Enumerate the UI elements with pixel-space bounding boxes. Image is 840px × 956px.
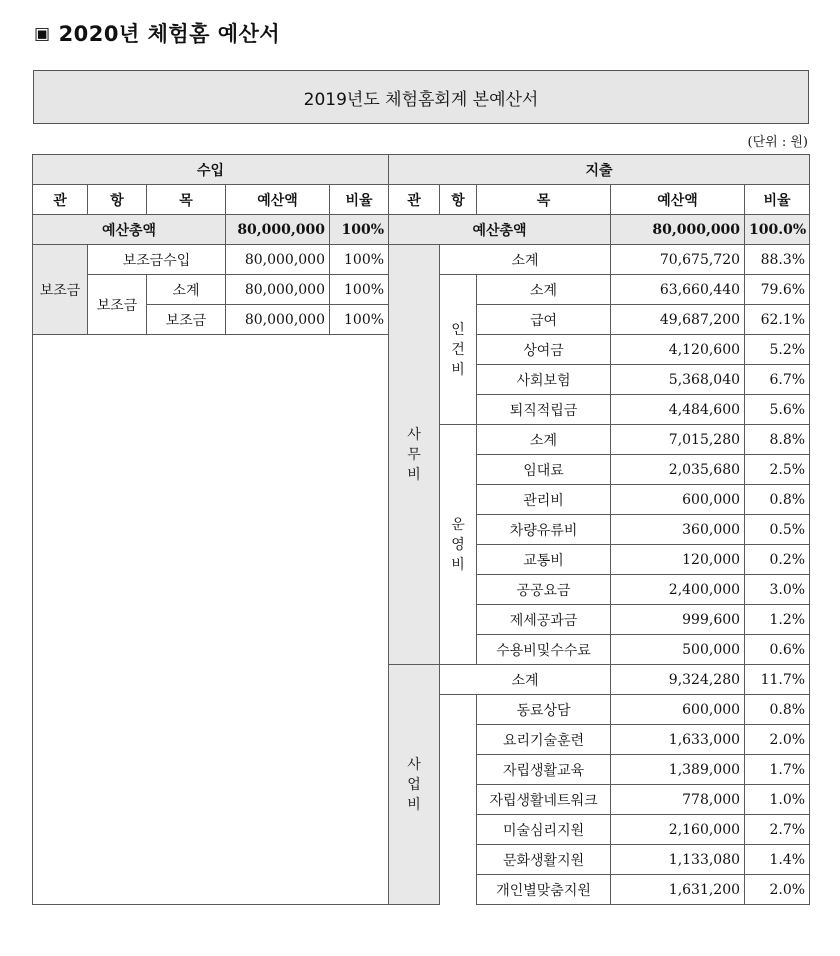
expense-item-amount: 2,160,000 <box>611 815 745 845</box>
expense-item-ratio: 0.6% <box>745 635 810 665</box>
column-header: 관 <box>33 185 88 215</box>
expense-item-amount: 500,000 <box>611 635 745 665</box>
column-header: 목 <box>477 185 611 215</box>
vertical-char: 비 <box>451 556 465 573</box>
expense-item-label: 임대료 <box>477 455 611 485</box>
income-subsidy-amount: 80,000,000 <box>226 245 330 275</box>
expense-item-label: 자립생활네트워크 <box>477 785 611 815</box>
income-subsidy-label: 보조금수입 <box>88 245 226 275</box>
table-row <box>33 215 810 245</box>
table-row <box>33 185 810 215</box>
expense-item-label: 요리기술훈련 <box>477 725 611 755</box>
income-empty-area <box>33 335 389 905</box>
program-subtotal-amount: 9,324,280 <box>611 665 745 695</box>
expense-item-amount: 1,633,000 <box>611 725 745 755</box>
expense-item-label: 제세공과금 <box>477 605 611 635</box>
expense-item-amount: 2,400,000 <box>611 575 745 605</box>
expense-item-ratio: 0.2% <box>745 545 810 575</box>
column-header: 예산액 <box>611 185 745 215</box>
expense-item-amount: 120,000 <box>611 545 745 575</box>
expense-item-label: 자립생활교육 <box>477 755 611 785</box>
budget-table <box>32 154 810 905</box>
vertical-char: 사 <box>407 426 421 443</box>
column-header: 항 <box>440 185 477 215</box>
expense-section-header: 지출 <box>389 155 810 185</box>
expense-item-amount: 1,631,200 <box>611 875 745 905</box>
expense-item-label: 동료상담 <box>477 695 611 725</box>
income-mok-label: 보조금 <box>147 305 226 335</box>
expense-item-ratio: 0.8% <box>745 695 810 725</box>
vertical-char: 업 <box>407 776 421 793</box>
expense-item-label: 급여 <box>477 305 611 335</box>
expense-item-ratio: 2.7% <box>745 815 810 845</box>
income-mok-ratio: 100% <box>330 305 389 335</box>
expense-item-label: 개인별맞춤지원 <box>477 875 611 905</box>
table-row <box>33 155 810 185</box>
personnel-subtotal-ratio: 79.6% <box>745 275 810 305</box>
expense-item-amount: 2,035,680 <box>611 455 745 485</box>
income-subtotal-label: 소계 <box>147 275 226 305</box>
column-header: 관 <box>389 185 440 215</box>
expense-item-amount: 49,687,200 <box>611 305 745 335</box>
operation-subtotal-ratio: 8.8% <box>745 425 810 455</box>
income-gwan: 보조금 <box>33 245 88 335</box>
expense-item-amount: 5,368,040 <box>611 365 745 395</box>
square-bullet-icon: ▣ <box>34 24 51 44</box>
office-subtotal-amount: 70,675,720 <box>611 245 745 275</box>
expense-item-label: 사회보험 <box>477 365 611 395</box>
income-subtotal-amount: 80,000,000 <box>226 275 330 305</box>
expense-item-amount: 4,484,600 <box>611 395 745 425</box>
expense-item-amount: 600,000 <box>611 695 745 725</box>
page-heading-text: 2020년 체험홈 예산서 <box>58 22 281 46</box>
expense-item-label: 상여금 <box>477 335 611 365</box>
table-title-box <box>33 70 809 124</box>
expense-item-ratio: 1.2% <box>745 605 810 635</box>
expense-item-ratio: 2.5% <box>745 455 810 485</box>
vertical-char: 비 <box>407 796 421 813</box>
income-mok-amount: 80,000,000 <box>226 305 330 335</box>
expense-item-ratio: 5.2% <box>745 335 810 365</box>
program-expense-label <box>389 665 440 905</box>
office-subtotal-ratio: 88.3% <box>745 245 810 275</box>
expense-item-ratio: 2.0% <box>745 875 810 905</box>
expense-item-amount: 360,000 <box>611 515 745 545</box>
expense-item-label: 교통비 <box>477 545 611 575</box>
unit-note: (단위 : 원) <box>747 135 808 150</box>
column-header: 항 <box>88 185 147 215</box>
income-total-label: 예산총액 <box>33 215 226 245</box>
program-subtotal-label: 소계 <box>440 665 611 695</box>
table-title: 2019년도 체험홈회계 본예산서 <box>303 89 539 110</box>
expense-item-label: 차량유류비 <box>477 515 611 545</box>
expense-item-label: 미술심리지원 <box>477 815 611 845</box>
expense-item-amount: 778,000 <box>611 785 745 815</box>
vertical-char: 운 <box>451 516 465 533</box>
expense-item-amount: 600,000 <box>611 485 745 515</box>
expense-item-label: 퇴직적립금 <box>477 395 611 425</box>
vertical-char: 무 <box>407 446 421 463</box>
expense-item-amount: 1,389,000 <box>611 755 745 785</box>
expense-item-ratio: 0.8% <box>745 485 810 515</box>
operation-expense-label <box>440 425 477 665</box>
income-section-header: 수입 <box>33 155 389 185</box>
expense-item-label: 수용비및수수료 <box>477 635 611 665</box>
vertical-char: 건 <box>451 341 465 358</box>
income-hang: 보조금 <box>88 275 147 335</box>
income-subtotal-ratio: 100% <box>330 275 389 305</box>
expense-total-ratio: 100.0% <box>745 215 810 245</box>
expense-item-amount: 999,600 <box>611 605 745 635</box>
personnel-expense-label <box>440 275 477 425</box>
vertical-char: 인 <box>451 321 465 338</box>
expense-item-ratio: 0.5% <box>745 515 810 545</box>
expense-item-ratio: 1.0% <box>745 785 810 815</box>
expense-item-ratio: 6.7% <box>745 365 810 395</box>
office-subtotal-label: 소계 <box>440 245 611 275</box>
vertical-char: 비 <box>407 466 421 483</box>
column-header: 비율 <box>745 185 810 215</box>
expense-item-ratio: 62.1% <box>745 305 810 335</box>
personnel-subtotal-label: 소계 <box>477 275 611 305</box>
personnel-subtotal-amount: 63,660,440 <box>611 275 745 305</box>
page-heading <box>34 18 280 48</box>
office-expense-label <box>389 245 440 665</box>
program-spacer <box>440 695 477 905</box>
expense-item-amount: 4,120,600 <box>611 335 745 365</box>
expense-item-ratio: 1.4% <box>745 845 810 875</box>
program-subtotal-ratio: 11.7% <box>745 665 810 695</box>
expense-item-ratio: 1.7% <box>745 755 810 785</box>
column-header: 목 <box>147 185 226 215</box>
expense-item-ratio: 5.6% <box>745 395 810 425</box>
column-header: 비율 <box>330 185 389 215</box>
expense-total-label: 예산총액 <box>389 215 611 245</box>
vertical-char: 비 <box>451 361 465 378</box>
column-header: 예산액 <box>226 185 330 215</box>
income-total-amount: 80,000,000 <box>226 215 330 245</box>
expense-item-label: 문화생활지원 <box>477 845 611 875</box>
expense-total-amount: 80,000,000 <box>611 215 745 245</box>
expense-item-ratio: 3.0% <box>745 575 810 605</box>
vertical-char: 영 <box>451 536 465 553</box>
operation-subtotal-label: 소계 <box>477 425 611 455</box>
vertical-char: 사 <box>407 756 421 773</box>
expense-item-label: 관리비 <box>477 485 611 515</box>
income-total-ratio: 100% <box>330 215 389 245</box>
expense-item-label: 공공요금 <box>477 575 611 605</box>
table-row <box>33 245 810 275</box>
operation-subtotal-amount: 7,015,280 <box>611 425 745 455</box>
income-subsidy-ratio: 100% <box>330 245 389 275</box>
expense-item-ratio: 2.0% <box>745 725 810 755</box>
expense-item-amount: 1,133,080 <box>611 845 745 875</box>
